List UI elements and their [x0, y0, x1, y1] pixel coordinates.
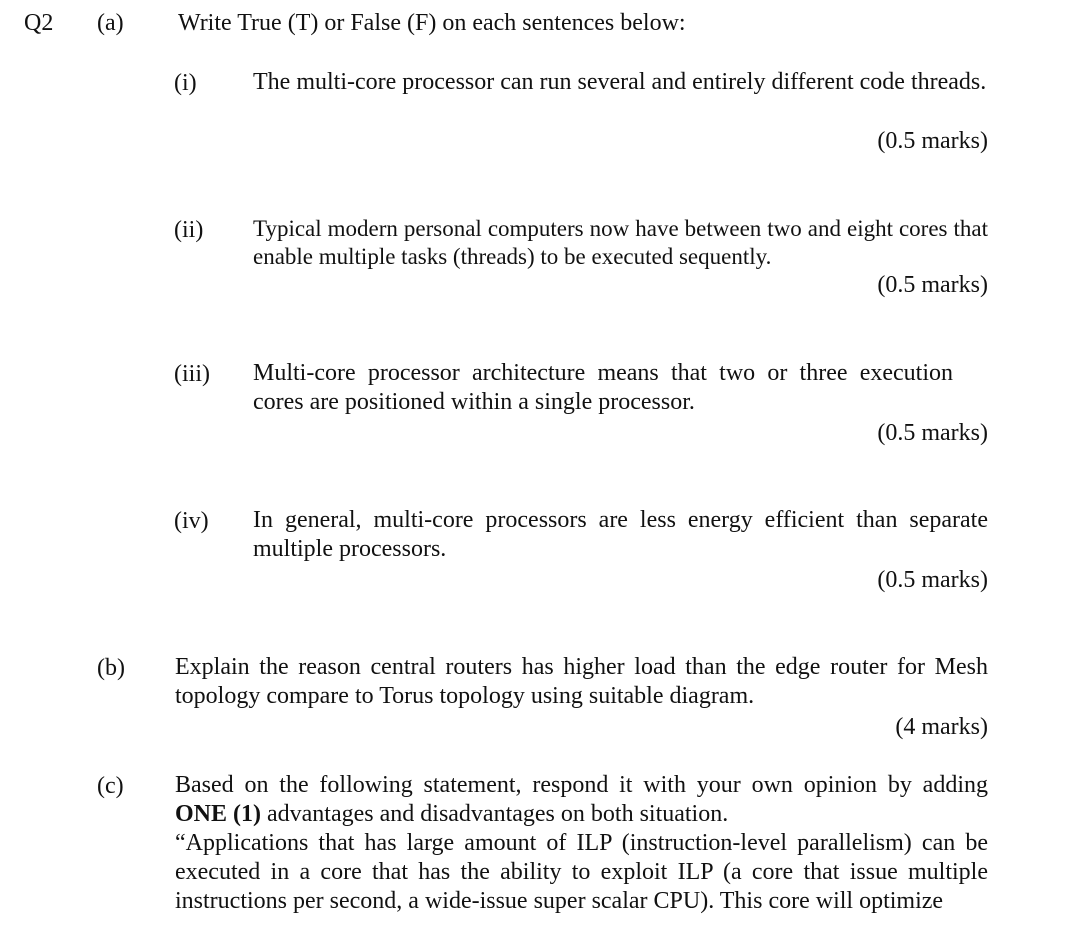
- item-iii-text: Multi-core processor architecture means that two or three execution cores are positioned within a single processor.: [253, 360, 953, 415]
- item-iv-marks: (0.5 marks): [877, 567, 988, 593]
- item-ii-marks: (0.5 marks): [877, 272, 988, 298]
- part-a-instruction: Write True (T) or False (F) on each sentences below:: [178, 10, 686, 36]
- part-a-label: (a): [97, 10, 124, 36]
- item-ii-label: (ii): [174, 217, 204, 243]
- part-c-quote: “Applications that has large amount of ILP (instruction-level parallelism) can be executed in a core that has the ability to exploit ILP (a core that issue multiple instructions per second, a wide-issue super scalar CPU). This core will optimize: [175, 830, 988, 914]
- part-b-marks: (4 marks): [895, 714, 988, 740]
- item-ii-text: Typical modern personal computers now have between two and eight cores that enable multiple tasks (threads) to be executed sequently.: [253, 216, 988, 269]
- item-i-label: (i): [174, 70, 197, 96]
- part-c-text-before: Based on the following statement, respond it with your own opinion by adding: [175, 772, 988, 798]
- item-iii-marks: (0.5 marks): [877, 420, 988, 446]
- part-c-text-after: advantages and disadvantages on both situation.: [267, 801, 729, 827]
- item-i-marks: (0.5 marks): [877, 128, 988, 154]
- item-iv-text: In general, multi-core processors are less energy efficient than separate multiple processors.: [253, 507, 988, 562]
- item-i-text: The multi-core processor can run several and entirely different code threads.: [253, 69, 987, 95]
- part-c-statement: [175, 771, 988, 829]
- item-iii-label: (iii): [174, 361, 210, 387]
- part-b-label: (b): [97, 655, 125, 681]
- part-c-bold-one: ONE (1): [175, 801, 261, 827]
- question-number: Q2: [24, 10, 54, 36]
- part-b-text: Explain the reason central routers has higher load than the edge router for Mesh topology compare to Torus topology using suitable diagram.: [175, 654, 988, 709]
- part-c-label: (c): [97, 773, 124, 799]
- item-iv-label: (iv): [174, 508, 209, 534]
